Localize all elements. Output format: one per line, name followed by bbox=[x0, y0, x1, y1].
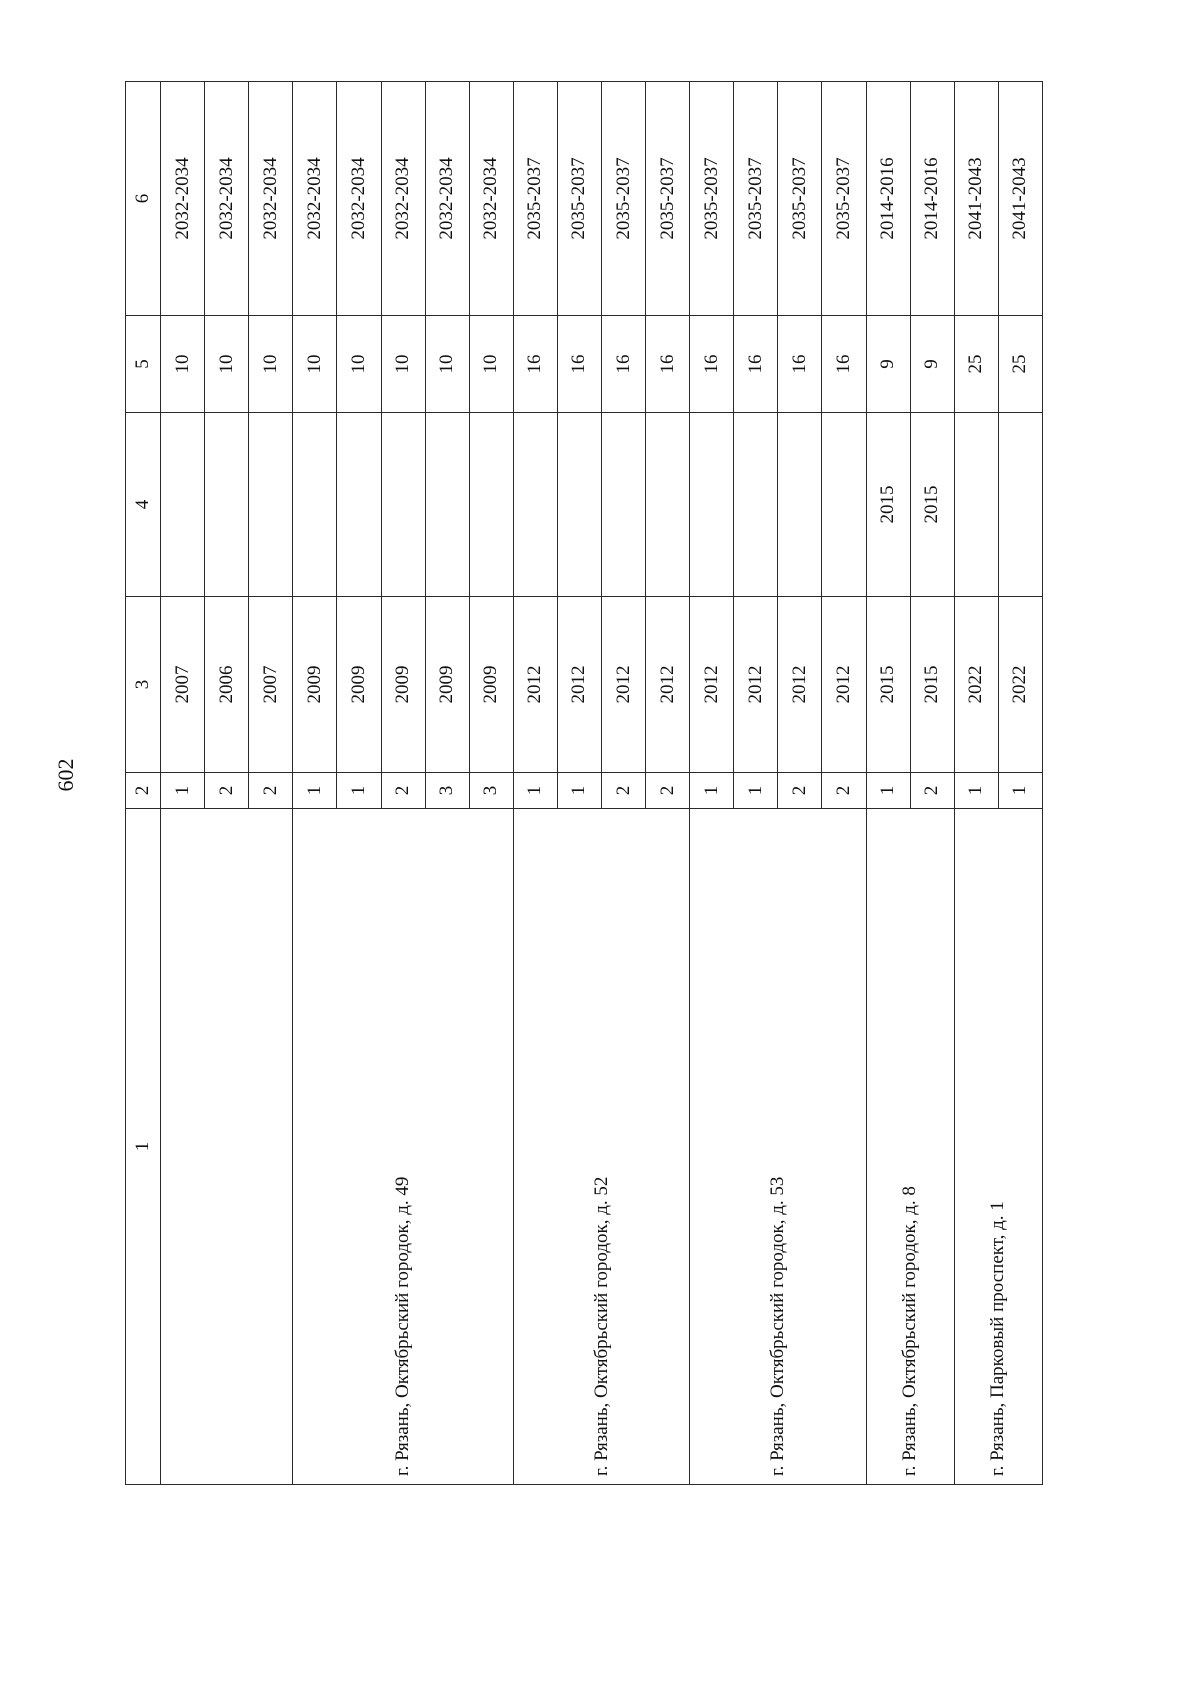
cell-c2: 1 bbox=[293, 773, 337, 809]
cell-c3: 2012 bbox=[646, 597, 690, 773]
cell-c2: 1 bbox=[998, 773, 1042, 809]
cell-c3: 2009 bbox=[381, 597, 425, 773]
cell-c2: 2 bbox=[646, 773, 690, 809]
cell-c6: 2032-2034 bbox=[381, 82, 425, 316]
cell-c6: 2041-2043 bbox=[998, 82, 1042, 316]
address-cell: г. Рязань, Октябрьский городок, д. 53 bbox=[690, 809, 866, 1485]
address-cell bbox=[161, 809, 293, 1485]
cell-c4 bbox=[998, 413, 1042, 597]
cell-c4 bbox=[249, 413, 293, 597]
cell-c5: 10 bbox=[469, 316, 513, 413]
cell-c6: 2032-2034 bbox=[293, 82, 337, 316]
cell-c3: 2012 bbox=[734, 597, 778, 773]
cell-c6: 2032-2034 bbox=[469, 82, 513, 316]
cell-c2: 1 bbox=[513, 773, 557, 809]
cell-c4 bbox=[513, 413, 557, 597]
cell-c3: 2022 bbox=[954, 597, 998, 773]
address-cell: г. Рязань, Октябрьский городок, д. 49 bbox=[293, 809, 513, 1485]
cell-c4: 2015 bbox=[910, 413, 954, 597]
cell-c5: 10 bbox=[293, 316, 337, 413]
cell-c3: 2012 bbox=[778, 597, 822, 773]
cell-c4 bbox=[425, 413, 469, 597]
cell-c5: 16 bbox=[646, 316, 690, 413]
cell-c3: 2009 bbox=[293, 597, 337, 773]
cell-c5: 9 bbox=[910, 316, 954, 413]
cell-c4 bbox=[337, 413, 381, 597]
cell-c4 bbox=[734, 413, 778, 597]
cell-c2: 3 bbox=[469, 773, 513, 809]
cell-c3: 2006 bbox=[205, 597, 249, 773]
cell-c6: 2035-2037 bbox=[734, 82, 778, 316]
cell-c3: 2012 bbox=[822, 597, 866, 773]
cell-c6: 2035-2037 bbox=[513, 82, 557, 316]
cell-c4 bbox=[293, 413, 337, 597]
cell-c3: 2009 bbox=[337, 597, 381, 773]
cell-c5: 16 bbox=[513, 316, 557, 413]
cell-c4: 2015 bbox=[866, 413, 910, 597]
cell-c2: 2 bbox=[822, 773, 866, 809]
cell-c6: 2032-2034 bbox=[249, 82, 293, 316]
cell-c2: 1 bbox=[557, 773, 601, 809]
column-header-6: 6 bbox=[126, 82, 161, 316]
cell-c5: 9 bbox=[866, 316, 910, 413]
table-row bbox=[293, 82, 337, 1485]
column-header-2: 2 bbox=[126, 773, 161, 809]
table-row bbox=[954, 82, 998, 1485]
cell-c6: 2041-2043 bbox=[954, 82, 998, 316]
cell-c3: 2009 bbox=[425, 597, 469, 773]
cell-c2: 1 bbox=[161, 773, 205, 809]
cell-c4 bbox=[469, 413, 513, 597]
cell-c2: 1 bbox=[866, 773, 910, 809]
cell-c5: 10 bbox=[249, 316, 293, 413]
cell-c2: 2 bbox=[381, 773, 425, 809]
cell-c4 bbox=[602, 413, 646, 597]
cell-c3: 2015 bbox=[910, 597, 954, 773]
cell-c6: 2032-2034 bbox=[161, 82, 205, 316]
cell-c3: 2012 bbox=[557, 597, 601, 773]
cell-c6: 2035-2037 bbox=[822, 82, 866, 316]
cell-c4 bbox=[646, 413, 690, 597]
cell-c6: 2035-2037 bbox=[778, 82, 822, 316]
cell-c2: 2 bbox=[778, 773, 822, 809]
cell-c4 bbox=[557, 413, 601, 597]
page-number: 602 bbox=[53, 758, 78, 792]
table-row bbox=[513, 82, 557, 1485]
cell-c6: 2032-2034 bbox=[205, 82, 249, 316]
cell-c5: 25 bbox=[998, 316, 1042, 413]
cell-c2: 2 bbox=[910, 773, 954, 809]
cell-c4 bbox=[822, 413, 866, 597]
table-row bbox=[690, 82, 734, 1485]
cell-c5: 10 bbox=[381, 316, 425, 413]
cell-c3: 2012 bbox=[602, 597, 646, 773]
cell-c5: 25 bbox=[954, 316, 998, 413]
column-header-3: 3 bbox=[126, 597, 161, 773]
cell-c3: 2012 bbox=[690, 597, 734, 773]
column-header-5: 5 bbox=[126, 316, 161, 413]
header-row bbox=[126, 82, 161, 1485]
cell-c3: 2009 bbox=[469, 597, 513, 773]
cell-c2: 1 bbox=[337, 773, 381, 809]
address-cell: г. Рязань, Октябрьский городок, д. 8 bbox=[866, 809, 954, 1485]
address-cell: г. Рязань, Октябрьский городок, д. 52 bbox=[513, 809, 689, 1485]
cell-c6: 2035-2037 bbox=[646, 82, 690, 316]
cell-c5: 10 bbox=[205, 316, 249, 413]
cell-c3: 2012 bbox=[513, 597, 557, 773]
cell-c5: 16 bbox=[778, 316, 822, 413]
cell-c4 bbox=[161, 413, 205, 597]
cell-c3: 2015 bbox=[866, 597, 910, 773]
table-row bbox=[161, 82, 205, 1485]
cell-c2: 2 bbox=[602, 773, 646, 809]
cell-c5: 16 bbox=[734, 316, 778, 413]
cell-c5: 16 bbox=[690, 316, 734, 413]
cell-c5: 16 bbox=[602, 316, 646, 413]
table-row bbox=[866, 82, 910, 1485]
cell-c5: 16 bbox=[557, 316, 601, 413]
cell-c2: 3 bbox=[425, 773, 469, 809]
cell-c6: 2032-2034 bbox=[425, 82, 469, 316]
table-body bbox=[126, 82, 1043, 1485]
cell-c6: 2035-2037 bbox=[557, 82, 601, 316]
cell-c2: 1 bbox=[734, 773, 778, 809]
cell-c4 bbox=[205, 413, 249, 597]
cell-c3: 2007 bbox=[161, 597, 205, 773]
column-header-1: 1 bbox=[126, 809, 161, 1485]
cell-c3: 2022 bbox=[998, 597, 1042, 773]
cell-c5: 10 bbox=[337, 316, 381, 413]
cell-c3: 2007 bbox=[249, 597, 293, 773]
address-cell: г. Рязань, Парковый проспект, д. 1 bbox=[954, 809, 1042, 1485]
cell-c4 bbox=[690, 413, 734, 597]
cell-c2: 2 bbox=[205, 773, 249, 809]
cell-c5: 10 bbox=[161, 316, 205, 413]
data-table bbox=[125, 81, 1043, 1485]
cell-c2: 1 bbox=[690, 773, 734, 809]
cell-c6: 2014-2016 bbox=[866, 82, 910, 316]
cell-c5: 10 bbox=[425, 316, 469, 413]
column-header-4: 4 bbox=[126, 413, 161, 597]
cell-c2: 2 bbox=[249, 773, 293, 809]
cell-c2: 1 bbox=[954, 773, 998, 809]
cell-c6: 2032-2034 bbox=[337, 82, 381, 316]
cell-c6: 2035-2037 bbox=[602, 82, 646, 316]
cell-c5: 16 bbox=[822, 316, 866, 413]
cell-c6: 2014-2016 bbox=[910, 82, 954, 316]
cell-c4 bbox=[954, 413, 998, 597]
cell-c4 bbox=[381, 413, 425, 597]
cell-c6: 2035-2037 bbox=[690, 82, 734, 316]
cell-c4 bbox=[778, 413, 822, 597]
